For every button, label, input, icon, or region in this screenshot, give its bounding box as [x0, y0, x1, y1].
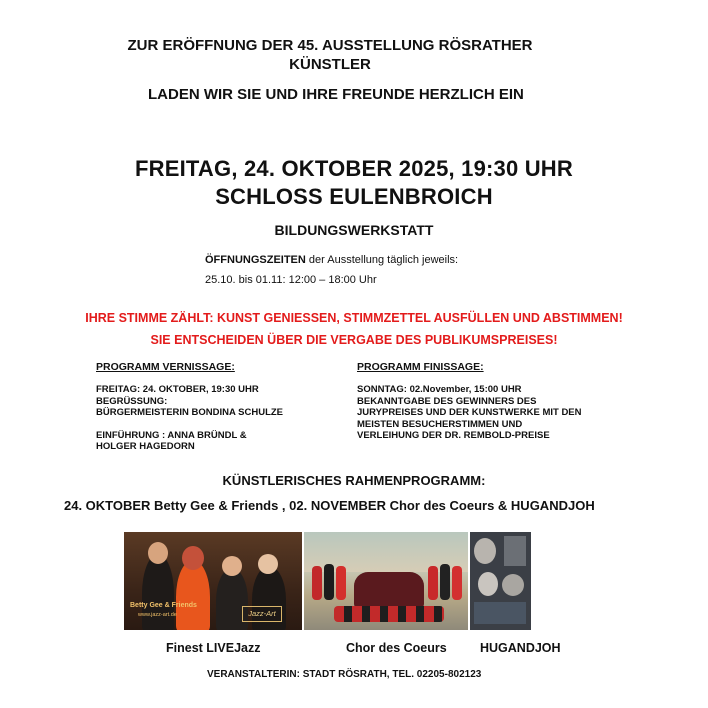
finissage-line: JURYPREISES UND DER KUNSTWERKE MIT DEN [357, 407, 582, 418]
finissage-line: SONNTAG: 02.November, 15:00 UHR [357, 384, 522, 395]
opening-hours-times: 25.10. bis 01.11: 12:00 – 18:00 Uhr [205, 274, 377, 286]
vernissage-line: HOLGER HAGEDORN [96, 441, 195, 452]
invite-line: LADEN WIR SIE UND IHRE FREUNDE HERZLICH EIN [148, 86, 524, 103]
photo-betty-gee-url: www.jazz-art.de [138, 612, 177, 618]
header-line1: ZUR ERÖFFNUNG DER 45. AUSSTELLUNG RÖSRATHER [127, 37, 533, 54]
finissage-line: MEISTEN BESUCHERSTIMMEN UND [357, 418, 523, 430]
finissage-title: PROGRAMM FINISSAGE: [357, 361, 484, 373]
callout-line1: IHRE STIMME ZÄHLT: KUNST GENIESSEN, STIMMZETTEL AUSFÜLLEN UND ABSTIMMEN! [85, 311, 623, 325]
opening-hours-rest: der Ausstellung täglich jeweils: [305, 254, 459, 266]
vernissage-details [96, 384, 283, 453]
vernissage-line: EINFÜHRUNG : ANNA BRÜNDL & [96, 429, 247, 441]
header-line2: KÜNSTLER [289, 56, 371, 73]
photo-chor-des-coeurs [304, 532, 468, 630]
vernissage-line: BÜRGERMEISTERIN BONDINA SCHULZE [96, 407, 284, 418]
footer-organizer: VERANSTALTERIN: STADT RÖSRATH, TEL. 02205-802123 [207, 669, 482, 680]
vernissage-line: FREITAG: 24. OKTOBER, 19:30 UHR [96, 384, 259, 395]
vernissage-line: BEGRÜSSUNG: [96, 395, 168, 407]
caption-hugandjoh: HUGANDJOH [480, 641, 561, 655]
event-venue: SCHLOSS EULENBROICH [215, 184, 493, 209]
photo-betty-gee [124, 532, 302, 630]
caption-chor-des-coeurs: Chor des Coeurs [346, 641, 447, 655]
rahmen-line: 24. OKTOBER Betty Gee & Friends , 02. NOVEMBER Chor des Coeurs & HUGANDJOH [64, 498, 595, 513]
finissage-line: BEKANNTGABE DES GEWINNERS DES [357, 395, 537, 407]
finissage-details [357, 384, 582, 442]
opening-hours-label [205, 254, 458, 266]
opening-hours-caps: ÖFFNUNGSZEITEN [205, 254, 306, 266]
callout-line2: SIE ENTSCHEIDEN ÜBER DIE VERGABE DES PUBLIKUMSPREISES! [150, 333, 558, 347]
photo-betty-gee-text: Betty Gee & Friends [130, 602, 197, 609]
jazz-art-logo: Jazz-Art [242, 606, 282, 622]
event-room: BILDUNGSWERKSTATT [274, 222, 434, 238]
photo-hugandjoh [470, 532, 531, 630]
rahmen-title: KÜNSTLERISCHES RAHMENPROGRAMM: [222, 473, 486, 488]
header-title [60, 36, 600, 74]
finissage-line: VERLEIHUNG DER DR. REMBOLD-PREISE [357, 430, 550, 441]
event-datetime: FREITAG, 24. OKTOBER 2025, 19:30 UHR [135, 156, 573, 181]
vernissage-title: PROGRAMM VERNISSAGE: [96, 361, 235, 373]
caption-finest-livejazz: Finest LIVEJazz [166, 641, 261, 655]
